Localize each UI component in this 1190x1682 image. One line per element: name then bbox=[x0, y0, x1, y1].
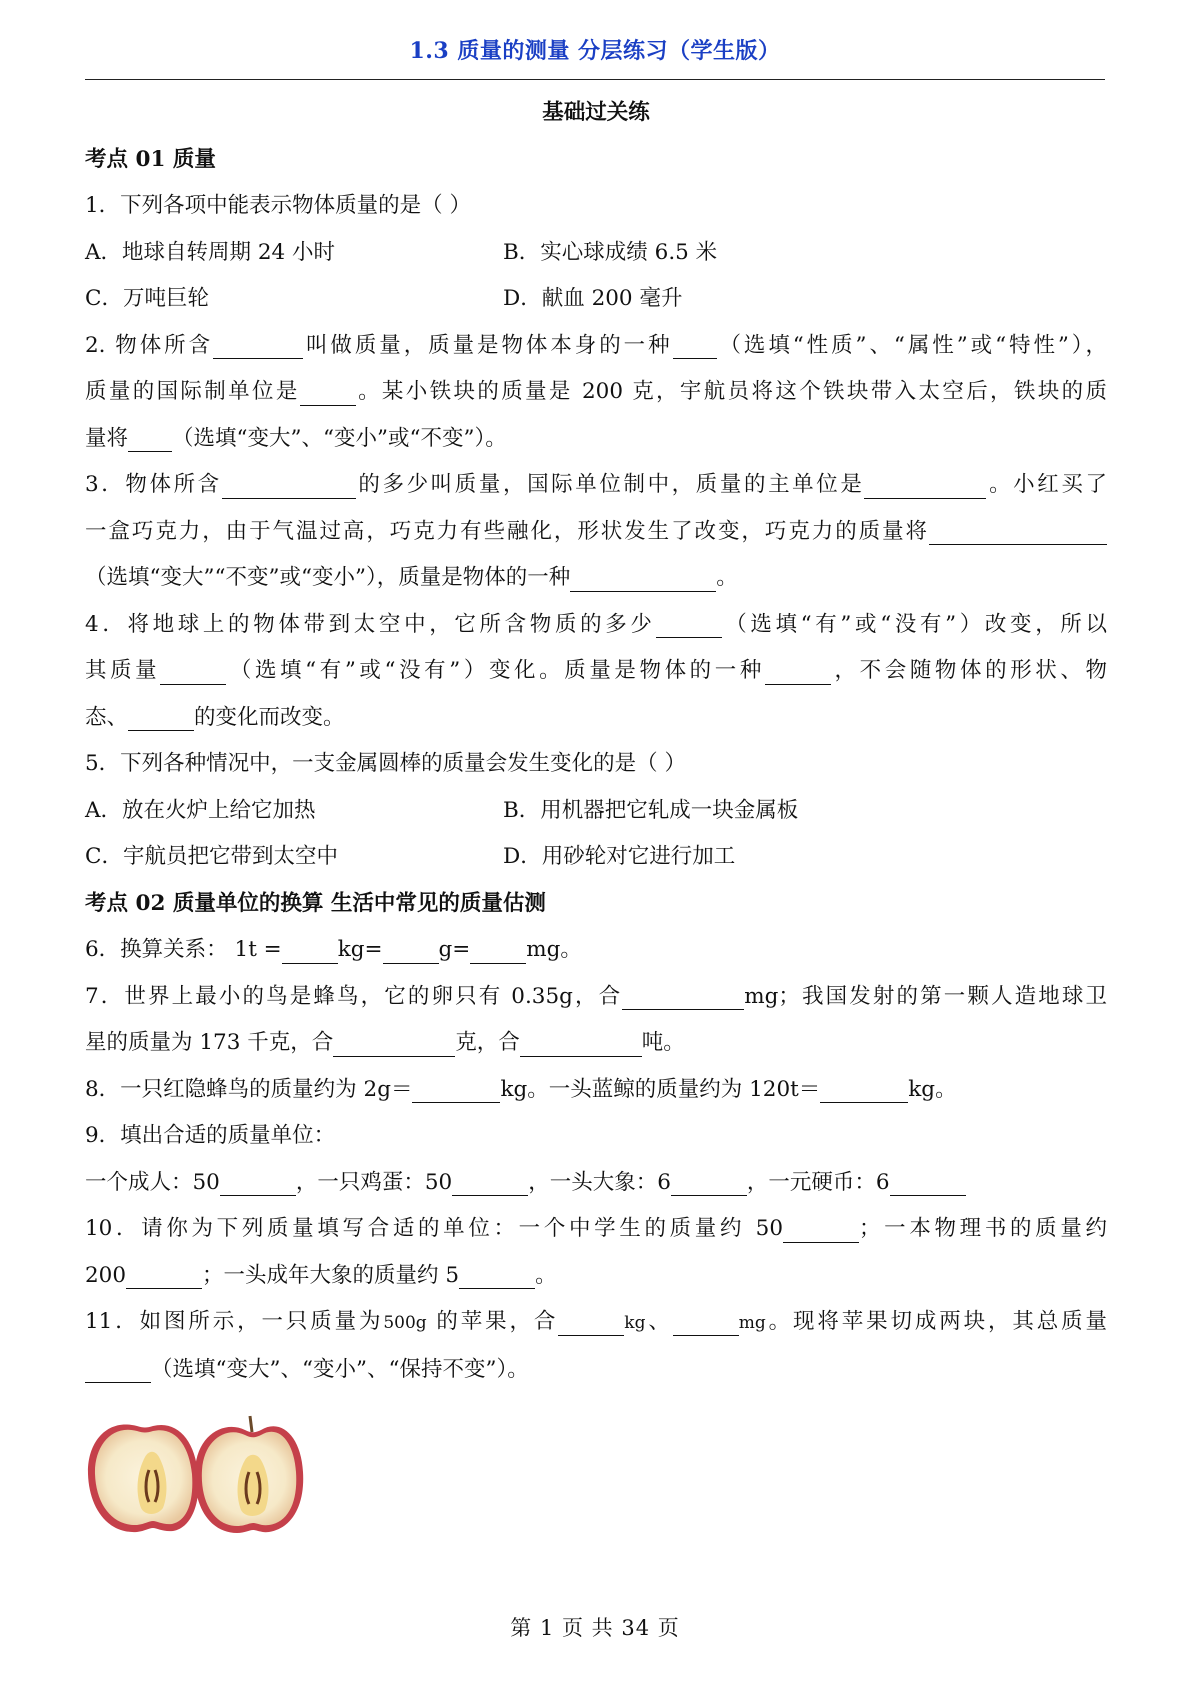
q8-line bbox=[85, 1067, 1107, 1114]
q6-blank-2[interactable] bbox=[383, 939, 439, 964]
apple-halves-figure bbox=[85, 1412, 307, 1537]
q8-blank-1[interactable] bbox=[412, 1078, 500, 1103]
q10-text: ；一本物理书的质量约 bbox=[859, 1216, 1107, 1241]
kp1-heading: 考点 01 质量 bbox=[85, 146, 216, 172]
q2-line3 bbox=[85, 416, 1107, 463]
q6-text: mg。 bbox=[526, 937, 582, 962]
q3-line1 bbox=[85, 462, 1107, 509]
q2-text: （选填“性质”、“属性”或“特性”）， bbox=[716, 332, 1107, 358]
q10-blank-2[interactable] bbox=[126, 1264, 202, 1289]
q9-line2 bbox=[85, 1160, 1107, 1207]
q11-text: （选填“变大”、“变小”、“保持不变”）。 bbox=[151, 1356, 529, 1382]
q4-text: ，不会随物体的形状、物 bbox=[830, 658, 1107, 683]
q4-blank-2[interactable] bbox=[160, 660, 226, 685]
q4-text: （选填“有”或“没有”）改变，所以 bbox=[721, 611, 1107, 637]
q11-line1 bbox=[85, 1299, 1107, 1347]
q3-line2 bbox=[85, 509, 1107, 556]
q11-unit-kg: kg bbox=[624, 1313, 646, 1333]
q5-option-a: A．放在火炉上给它加热 bbox=[85, 797, 316, 823]
q1-option-d: D．献血 200 毫升 bbox=[503, 286, 683, 311]
page-body bbox=[85, 90, 1107, 1393]
q11-mass: 500g bbox=[383, 1313, 427, 1333]
q2-blank-2[interactable] bbox=[673, 334, 717, 359]
kp2-heading: 考点 02 质量单位的换算 生活中常见的质量估测 bbox=[85, 890, 546, 916]
q9-text: ，一元硬币：6 bbox=[746, 1169, 890, 1195]
q5-option-b: B．用机器把它轧成一块金属板 bbox=[503, 797, 799, 823]
q8-blank-2[interactable] bbox=[820, 1078, 908, 1103]
q2-blank-1[interactable] bbox=[213, 334, 303, 359]
q1-option-a: A．地球自转周期 24 小时 bbox=[85, 239, 336, 265]
q7-text: 克，合 bbox=[455, 1030, 520, 1055]
q7-text: 7．世界上最小的鸟是蜂鸟，它的卵只有 0.35g，合 bbox=[85, 983, 623, 1009]
q8-text: 8．一只红隐蜂鸟的质量约为 2g＝ bbox=[85, 1076, 413, 1102]
q8-text: kg。一头蓝鲸的质量约为 120t＝ bbox=[500, 1076, 821, 1102]
q5-stem: 5．下列各种情况中，一支金属圆棒的质量会发生变化的是（ ） bbox=[85, 751, 687, 776]
q2-line1 bbox=[85, 323, 1107, 370]
q9-text: 一个成人：50 bbox=[85, 1169, 220, 1195]
q7-line2 bbox=[85, 1020, 1107, 1067]
q4-blank-3[interactable] bbox=[765, 660, 831, 685]
q7-text: 星的质量为 173 千克，合 bbox=[85, 1030, 334, 1055]
q4-line1 bbox=[85, 602, 1107, 649]
q11-text: 的苹果，合 bbox=[426, 1309, 559, 1334]
q11-blank-1[interactable] bbox=[558, 1311, 624, 1336]
q2-text: 叫做质量，质量是物体本身的一种 bbox=[303, 332, 673, 358]
q9-blank-3[interactable] bbox=[671, 1171, 747, 1196]
page-footer: 第 1 页 共 34 页 bbox=[510, 1616, 680, 1640]
q2-text: 。某小铁块的质量是 200 克，宇航员将这个铁块带入太空后，铁块的质 bbox=[355, 379, 1107, 404]
q6-blank-3[interactable] bbox=[470, 939, 526, 964]
q11-blank-2[interactable] bbox=[673, 1311, 739, 1336]
q4-text: 其质量 bbox=[85, 658, 161, 683]
q2-blank-4[interactable] bbox=[128, 427, 172, 452]
q6-blank-1[interactable] bbox=[282, 939, 338, 964]
q11-blank-3[interactable] bbox=[85, 1358, 151, 1383]
q6-text: kg= bbox=[337, 937, 383, 962]
q4-line2 bbox=[85, 648, 1107, 695]
q3-blank-1[interactable] bbox=[222, 474, 356, 499]
q7-text: 吨。 bbox=[641, 1030, 685, 1055]
q2-text: 质量的国际制单位是 bbox=[85, 379, 300, 404]
q3-text: 一盒巧克力，由于气温过高，巧克力有些融化，形状发生了改变，巧克力的质量将 bbox=[85, 518, 929, 544]
q2-line2 bbox=[85, 369, 1107, 416]
q6-text: 6．换算关系： 1t = bbox=[85, 937, 282, 962]
q3-blank-2[interactable] bbox=[864, 474, 986, 499]
q10-line2 bbox=[85, 1253, 1107, 1300]
q4-text: 态、 bbox=[85, 704, 129, 730]
q7-blank-2[interactable] bbox=[333, 1032, 455, 1057]
q2-text: 2. 物体所含 bbox=[85, 332, 214, 358]
q1-option-b: B．实心球成绩 6.5 米 bbox=[503, 239, 718, 265]
q3-text: 。 bbox=[716, 565, 738, 590]
q10-text: 10．请你为下列质量填写合适的单位：一个中学生的质量约 50 bbox=[85, 1216, 783, 1241]
q6-line bbox=[85, 927, 1107, 974]
q3-text: 的多少叫质量，国际单位制中，质量的主单位是 bbox=[355, 472, 865, 497]
q9-blank-2[interactable] bbox=[452, 1171, 528, 1196]
q3-text: （选填“变大”“不变”或“变小”），质量是物体的一种 bbox=[85, 565, 571, 590]
q2-blank-3[interactable] bbox=[300, 381, 356, 406]
q9-blank-4[interactable] bbox=[890, 1171, 966, 1196]
header-divider bbox=[85, 79, 1105, 80]
q4-blank-4[interactable] bbox=[128, 706, 194, 731]
q4-text: （选填“有”或“没有”）变化。质量是物体的一种 bbox=[226, 658, 765, 683]
q10-blank-3[interactable] bbox=[459, 1264, 535, 1289]
q1-options-row2 bbox=[85, 276, 1107, 323]
q1-option-c: C．万吨巨轮 bbox=[85, 286, 209, 311]
q11-unit-mg: mg bbox=[738, 1313, 766, 1333]
apple-half-left bbox=[88, 1424, 199, 1532]
q3-blank-3[interactable] bbox=[929, 520, 1107, 545]
q1-stem: 1．下列各项中能表示物体质量的是（ ） bbox=[85, 193, 472, 218]
q2-text: 量将 bbox=[85, 425, 129, 451]
apple-half-right bbox=[195, 1416, 303, 1533]
q7-blank-1[interactable] bbox=[622, 985, 744, 1010]
q3-line3 bbox=[85, 555, 1107, 602]
q5-option-d: D．用砂轮对它进行加工 bbox=[503, 844, 736, 869]
q10-text: ；一头成年大象的质量约 5 bbox=[202, 1262, 460, 1288]
q5-option-c: C．宇航员把它带到太空中 bbox=[85, 844, 338, 869]
q10-line1 bbox=[85, 1206, 1107, 1253]
section-title: 基础过关练 bbox=[542, 100, 650, 125]
q9-text: ，一头大象：6 bbox=[528, 1169, 671, 1195]
q11-line2 bbox=[85, 1347, 1107, 1394]
q10-text: 。 bbox=[535, 1262, 557, 1288]
page-header-title: 1.3 质量的测量 分层练习（学生版） bbox=[409, 38, 781, 64]
q4-blank-1[interactable] bbox=[656, 613, 722, 638]
q11-text: 。现将苹果切成两块，其总质量 bbox=[765, 1309, 1107, 1334]
q7-line1 bbox=[85, 974, 1107, 1021]
q2-text: （选填“变大”、“变小”或“不变”）。 bbox=[172, 425, 507, 451]
q11-sep: 、 bbox=[645, 1309, 673, 1334]
q10-text: 200 bbox=[85, 1262, 127, 1288]
q4-text: 的变化而改变。 bbox=[194, 704, 345, 730]
q10-blank-1[interactable] bbox=[783, 1218, 859, 1243]
q4-text: 4．将地球上的物体带到太空中，它所含物质的多少 bbox=[85, 611, 656, 637]
q8-text: kg。 bbox=[908, 1076, 957, 1102]
q3-blank-4[interactable] bbox=[570, 567, 716, 592]
q7-blank-3[interactable] bbox=[520, 1032, 642, 1057]
q5-options-row1 bbox=[85, 788, 1107, 835]
q5-options-row2 bbox=[85, 834, 1107, 881]
q3-text: 3．物体所含 bbox=[85, 472, 222, 497]
q4-line3 bbox=[85, 695, 1107, 742]
q7-text: mg；我国发射的第一颗人造地球卫 bbox=[744, 983, 1107, 1009]
q6-text: g= bbox=[438, 937, 471, 962]
q1-options-row1 bbox=[85, 230, 1107, 277]
q9-blank-1[interactable] bbox=[220, 1171, 296, 1196]
q3-text: 。小红买了 bbox=[986, 472, 1107, 497]
q9-text: ，一只鸡蛋：50 bbox=[295, 1169, 453, 1195]
q11-text: 11．如图所示，一只质量为 bbox=[85, 1309, 384, 1334]
q9-stem: 9．填出合适的质量单位： bbox=[85, 1123, 336, 1148]
